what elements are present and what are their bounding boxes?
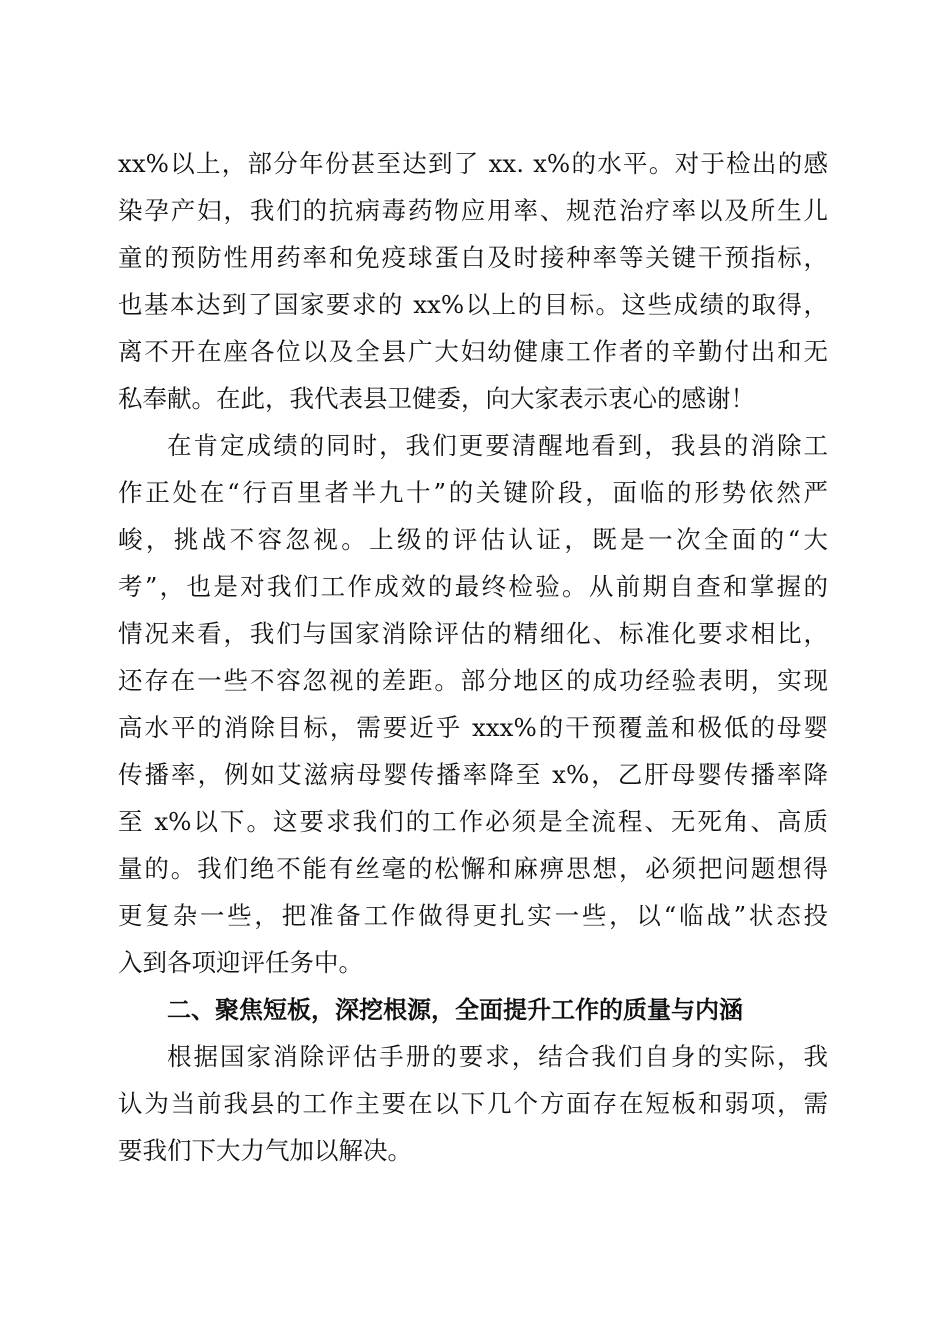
paragraph-1-line-4: 也基本达到了国家要求的 xx%以上的目标。这些成绩的取得， — [118, 290, 828, 319]
paragraph-2-line-2: 作正处在“行百里者半九十”的关键阶段，面临的形势依然严 — [118, 478, 828, 507]
paragraph-1-line-3: 童的预防性用药率和免疫球蛋白及时接种率等关键干预指标， — [118, 243, 828, 272]
paragraph-3-line-3: 要我们下大力气加以解决。 — [118, 1136, 412, 1165]
paragraph-1-line-5: 离不开在座各位以及全县广大妇幼健康工作者的辛勤付出和无 — [118, 337, 828, 366]
paragraph-2-line-5: 情况来看，我们与国家消除评估的精细化、标准化要求相比， — [118, 619, 828, 648]
paragraph-2-line-6: 还存在一些不容忽视的差距。部分地区的成功经验表明，实现 — [118, 666, 828, 695]
paragraph-2-line-4: 考”，也是对我们工作成效的最终检验。从前期自查和掌握的 — [118, 572, 828, 601]
paragraph-1-line-2: 染孕产妇，我们的抗病毒药物应用率、规范治疗率以及所生儿 — [118, 196, 828, 225]
paragraph-1-line-6: 私奉献。在此，我代表县卫健委，向大家表示衷心的感谢！ — [118, 384, 755, 413]
section-heading-2: 二、聚焦短板，深挖根源，全面提升工作的质量与内涵 — [167, 996, 743, 1024]
paragraph-3-line-1: 根据国家消除评估手册的要求，结合我们自身的实际，我 — [167, 1042, 828, 1071]
paragraph-2-line-8: 传播率，例如艾滋病母婴传播率降至 x%，乙肝母婴传播率降 — [118, 760, 828, 789]
paragraph-1-line-1: xx%以上，部分年份甚至达到了 xx. x%的水平。对于检出的感 — [118, 149, 828, 178]
paragraph-2-line-3: 峻，挑战不容忽视。上级的评估认证，既是一次全面的“大 — [118, 525, 828, 554]
paragraph-2-line-9: 至 x%以下。这要求我们的工作必须是全流程、无死角、高质 — [118, 807, 828, 836]
paragraph-2-line-11: 更复杂一些，把准备工作做得更扎实一些，以“临战”状态投 — [118, 901, 828, 930]
paragraph-2-line-10: 量的。我们绝不能有丝毫的松懈和麻痹思想，必须把问题想得 — [118, 854, 828, 883]
paragraph-2-line-7: 高水平的消除目标，需要近乎 xxx%的干预覆盖和极低的母婴 — [118, 713, 828, 742]
paragraph-2-line-1: 在肯定成绩的同时，我们更要清醒地看到，我县的消除工 — [167, 431, 828, 460]
paragraph-3-line-2: 认为当前我县的工作主要在以下几个方面存在短板和弱项，需 — [118, 1089, 828, 1118]
paragraph-2-line-12: 入到各项迎评任务中。 — [118, 948, 363, 977]
